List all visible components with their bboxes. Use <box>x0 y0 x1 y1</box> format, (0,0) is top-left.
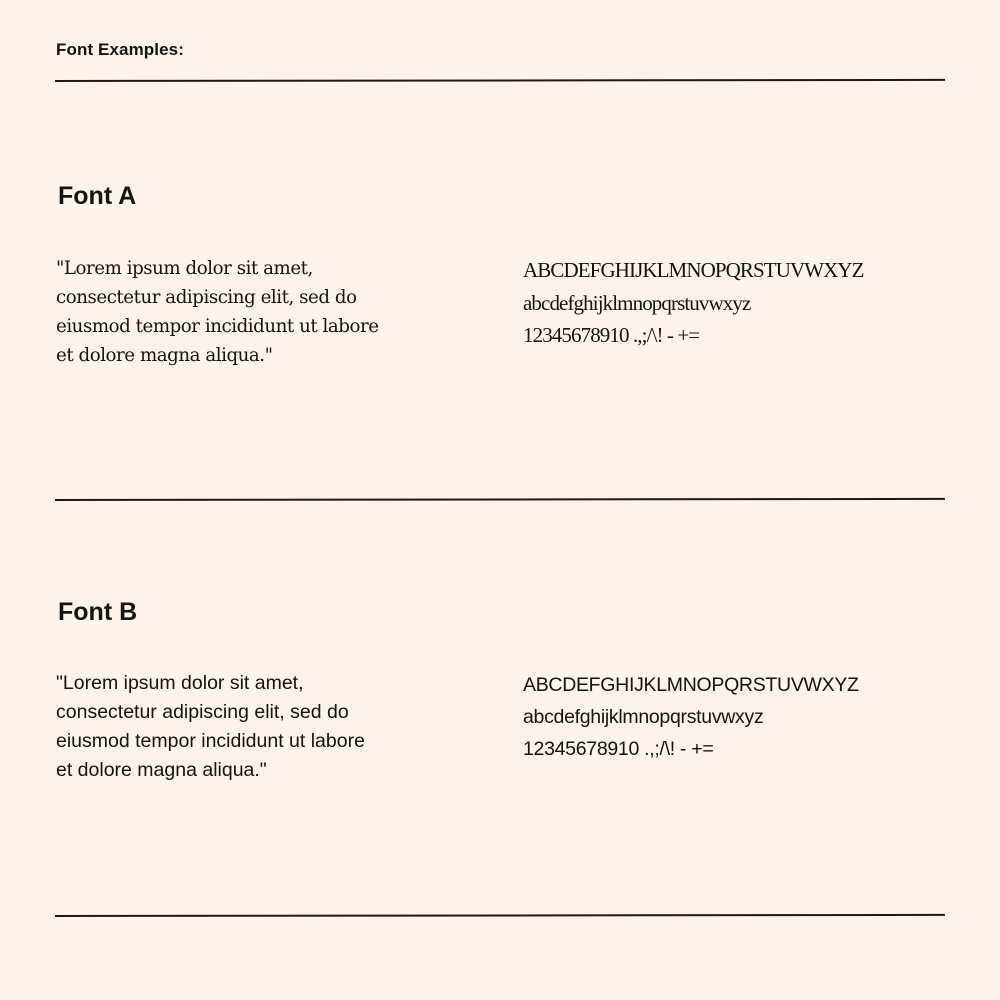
glyph-line-lowercase: abcdefghijklmnopqrstuvwxyz <box>523 706 764 728</box>
font-a-glyph-set <box>523 254 943 352</box>
sample-line: eiusmod tempor incididunt ut labore <box>56 316 379 337</box>
font-b-sample-text <box>56 669 416 785</box>
font-b-title: Font B <box>58 598 138 626</box>
sample-line: consectetur adipiscing elit, sed do <box>56 287 357 308</box>
sample-line: "Lorem ipsum dolor sit amet, <box>56 672 304 694</box>
font-a-sample-text <box>56 254 416 370</box>
glyph-line-numbers: 12345678910 .,;/\! - += <box>523 738 714 760</box>
sample-line: "Lorem ipsum dolor sit amet, <box>56 258 313 279</box>
sample-line: et dolore magna aliqua." <box>56 759 267 781</box>
font-a-title: Font A <box>58 182 137 210</box>
glyph-line-uppercase: ABCDEFGHIJKLMNOPQRSTUVWXYZ <box>523 674 859 696</box>
page-title: Font Examples: <box>56 40 184 59</box>
divider <box>55 914 945 917</box>
glyph-line-numbers: 12345678910 .,;/\! - += <box>523 323 700 347</box>
divider <box>55 498 945 501</box>
font-b-glyph-set <box>523 669 943 765</box>
sample-line: consectetur adipiscing elit, sed do <box>56 701 349 723</box>
sample-line: et dolore magna aliqua." <box>56 345 273 366</box>
divider <box>55 79 945 82</box>
glyph-line-uppercase: ABCDEFGHIJKLMNOPQRSTUVWXYZ <box>523 258 864 282</box>
glyph-line-lowercase: abcdefghijklmnopqrstuvwxyz <box>523 290 751 315</box>
sample-line: eiusmod tempor incididunt ut labore <box>56 730 365 752</box>
